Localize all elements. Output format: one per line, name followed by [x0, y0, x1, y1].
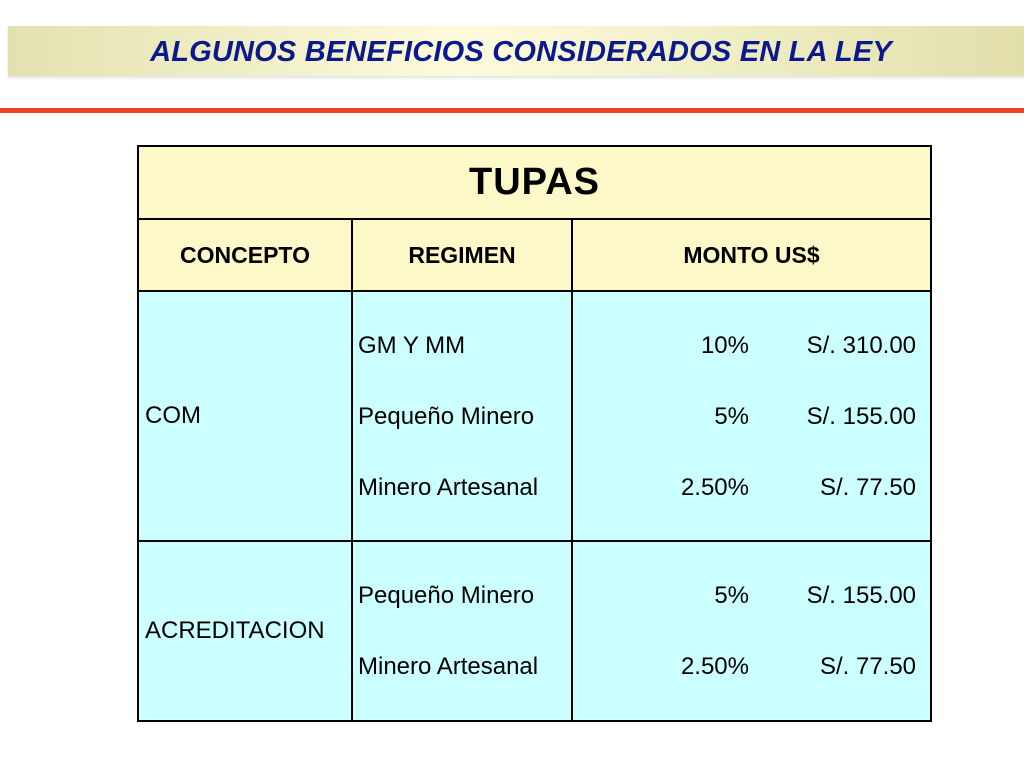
table-title-row: [138, 146, 931, 219]
amount-value: S/. 310.00: [806, 331, 917, 359]
table-header-row: [138, 219, 931, 291]
monto-line: [573, 381, 930, 452]
column-header-monto: MONTO US$: [572, 219, 931, 291]
slide-title-bar: [8, 26, 1024, 76]
amount-value: S/. 155.00: [806, 582, 917, 609]
percent-value: 2.50%: [680, 653, 749, 680]
regimen-value: Minero Artesanal: [358, 473, 539, 501]
amount-value: S/. 155.00: [806, 402, 917, 430]
monto-line: [573, 560, 930, 631]
percent-value: 10%: [700, 331, 749, 359]
amount-value: S/. 77.50: [819, 653, 917, 680]
amount-value: S/. 77.50: [819, 473, 917, 501]
column-header-concepto: CONCEPTO: [138, 219, 352, 291]
monto-cell-com: [572, 291, 931, 541]
regimen-cell-com: [352, 291, 572, 541]
table-title: TUPAS: [138, 146, 931, 219]
monto-line: [573, 631, 930, 702]
title-divider: [0, 108, 1024, 113]
percent-value: 2.50%: [680, 473, 749, 501]
table-row-acreditacion: [138, 541, 931, 721]
slide-title: ALGUNOS BENEFICIOS CONSIDERADOS EN LA LEY: [150, 36, 892, 68]
regimen-value: Pequeño Minero: [358, 402, 535, 430]
regimen-cell-acreditacion: [352, 541, 572, 721]
monto-line: [573, 310, 930, 381]
percent-value: 5%: [714, 402, 749, 430]
percent-value: 5%: [714, 582, 749, 609]
tupas-table: [137, 145, 932, 722]
concepto-cell-acreditacion: ACREDITACION: [138, 541, 352, 721]
monto-line: [573, 452, 930, 523]
concepto-cell-com: COM: [138, 291, 352, 541]
regimen-value: Pequeño Minero: [358, 582, 535, 609]
tupas-table-container: [137, 145, 930, 718]
table-row-com: [138, 291, 931, 541]
regimen-value: GM Y MM: [358, 331, 466, 359]
regimen-value: Minero Artesanal: [358, 653, 539, 680]
monto-cell-acreditacion: [572, 541, 931, 721]
column-header-regimen: REGIMEN: [352, 219, 572, 291]
